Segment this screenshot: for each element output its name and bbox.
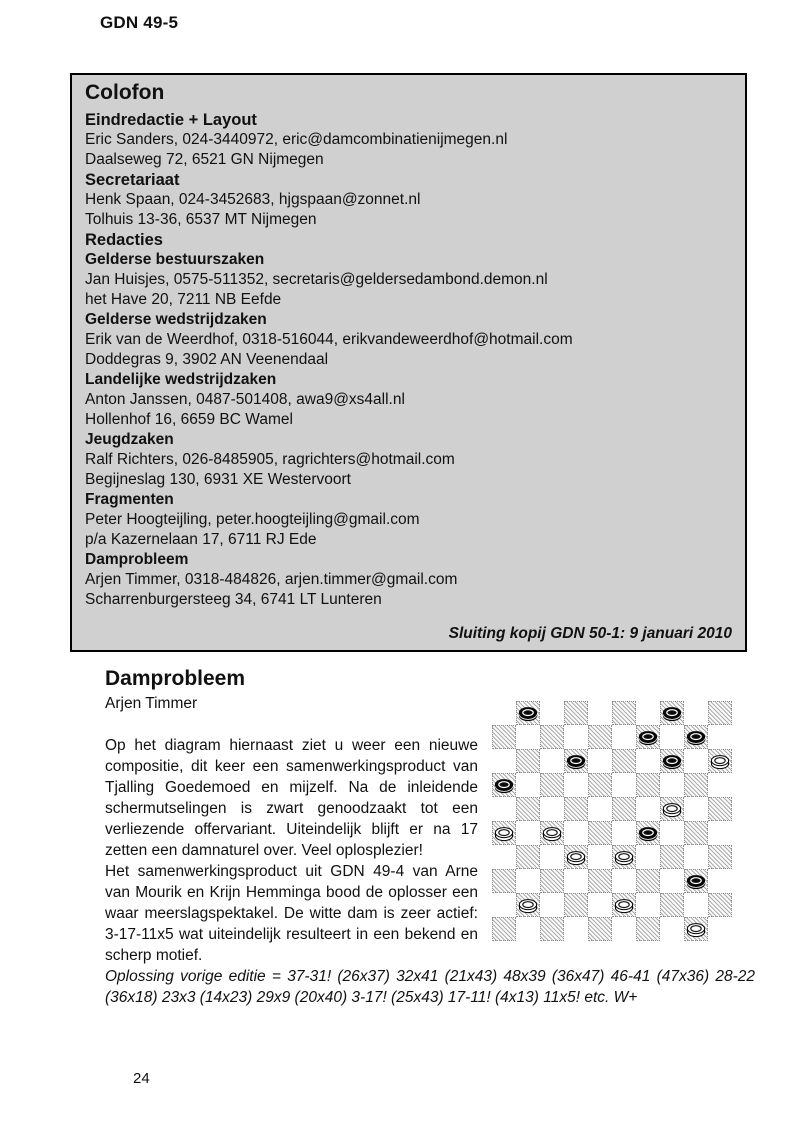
colofon-section-heading: Jeugdzaken xyxy=(85,431,174,448)
board-dark-square xyxy=(564,893,588,917)
board-dark-square xyxy=(636,725,660,749)
board-light-square xyxy=(540,749,564,773)
board-light-square xyxy=(564,725,588,749)
board-light-square xyxy=(540,701,564,725)
white-piece-icon xyxy=(540,821,564,845)
board-light-square xyxy=(588,845,612,869)
article-paragraph: Op het diagram hiernaast ziet u weer een nieuwe compositie, dit keer een samenwerkingsproduct van Tjalling Goedemoed en mijzelf. Na de inleidende schermutselingen is zwart genoodzaakt tot een verliezende offervariant. Uiteindelijk blijft er na 17 zetten een damnaturel over. Veel oplosplezier! xyxy=(105,737,478,859)
board-light-square xyxy=(588,701,612,725)
white-piece-icon xyxy=(612,845,636,869)
board-dark-square xyxy=(588,821,612,845)
white-piece-icon xyxy=(492,821,516,845)
black-piece-icon xyxy=(660,701,684,725)
white-piece-icon xyxy=(660,797,684,821)
board-light-square xyxy=(516,773,540,797)
colofon-text-line: Anton Janssen, 0487-501408, awa9@xs4all.nl xyxy=(85,391,405,408)
colofon-text-line: Jan Huisjes, 0575-511352, secretaris@geldersedambond.demon.nl xyxy=(85,271,548,288)
board-light-square xyxy=(660,773,684,797)
board-dark-square xyxy=(516,893,540,917)
colofon-text-line: Doddegras 9, 3902 AN Veenendaal xyxy=(85,351,329,368)
board-light-square xyxy=(636,893,660,917)
damprobleem-article xyxy=(105,666,755,1008)
board-light-square xyxy=(660,821,684,845)
board-light-square xyxy=(588,749,612,773)
board-dark-square xyxy=(636,821,660,845)
board-dark-square xyxy=(492,725,516,749)
board-light-square xyxy=(684,845,708,869)
board-light-square xyxy=(708,821,732,845)
board-light-square xyxy=(660,869,684,893)
board-dark-square xyxy=(636,917,660,941)
board-dark-square xyxy=(492,869,516,893)
colofon-text-line: Erik van de Weerdhof, 0318-516044, erikvandeweerdhof@hotmail.com xyxy=(85,331,573,348)
colofon-text-line: Tolhuis 13-36, 6537 MT Nijmegen xyxy=(85,211,317,228)
board-light-square xyxy=(636,701,660,725)
article-paragraph: Het samenwerkingsproduct uit GDN 49-4 van Arne van Mourik en Krijn Hemminga bood de oplosser een waar meerslagspektakel. De witte dam is zeer actief: 3-17-11x5 wat uiteindelijk resulteert in een bekend en scherp motief. xyxy=(105,863,478,964)
board-dark-square xyxy=(516,845,540,869)
board-light-square xyxy=(612,725,636,749)
board-light-square xyxy=(612,773,636,797)
board-light-square xyxy=(516,725,540,749)
board-dark-square xyxy=(516,797,540,821)
board-dark-square xyxy=(636,869,660,893)
board-dark-square xyxy=(612,749,636,773)
board-dark-square xyxy=(612,845,636,869)
board-dark-square xyxy=(708,701,732,725)
board-light-square xyxy=(516,869,540,893)
board-light-square xyxy=(540,797,564,821)
colofon-deadline-note: Sluiting kopij GDN 50-1: 9 januari 2010 xyxy=(448,625,732,642)
colofon-title: Colofon xyxy=(85,81,165,104)
board-dark-square xyxy=(588,725,612,749)
draughts-board xyxy=(492,701,732,941)
board-light-square xyxy=(564,821,588,845)
colofon-text-line: het Have 20, 7211 NB Eefde xyxy=(85,291,282,308)
board-light-square xyxy=(708,773,732,797)
board-light-square xyxy=(684,893,708,917)
board-light-square xyxy=(660,917,684,941)
white-piece-icon xyxy=(612,893,636,917)
board-dark-square xyxy=(660,701,684,725)
colofon-text-line: Arjen Timmer, 0318-484826, arjen.timmer@gmail.com xyxy=(85,571,458,588)
board-light-square xyxy=(492,749,516,773)
board-light-square xyxy=(612,821,636,845)
board-light-square xyxy=(708,725,732,749)
page-number: 24 xyxy=(133,1070,150,1087)
board-light-square xyxy=(684,749,708,773)
board-light-square xyxy=(516,821,540,845)
board-light-square xyxy=(492,845,516,869)
board-dark-square xyxy=(588,773,612,797)
colofon-section-heading: Damprobleem xyxy=(85,551,189,568)
white-piece-icon xyxy=(684,917,708,941)
draughts-diagram xyxy=(492,701,732,941)
board-dark-square xyxy=(540,773,564,797)
board-dark-square xyxy=(684,773,708,797)
colofon-section-heading: Eindredactie + Layout xyxy=(85,111,257,129)
black-piece-icon xyxy=(636,725,660,749)
board-dark-square xyxy=(660,749,684,773)
board-light-square xyxy=(636,749,660,773)
board-light-square xyxy=(708,917,732,941)
board-dark-square xyxy=(540,821,564,845)
board-dark-square xyxy=(684,917,708,941)
board-light-square xyxy=(660,725,684,749)
white-piece-icon xyxy=(516,893,540,917)
colofon-box xyxy=(70,73,747,652)
colofon-section-heading: Gelderse wedstrijdzaken xyxy=(85,311,267,328)
colofon-section-heading: Secretariaat xyxy=(85,171,180,189)
colofon-lines xyxy=(85,110,731,610)
black-piece-icon xyxy=(516,701,540,725)
board-light-square xyxy=(564,869,588,893)
colofon-section-heading: Gelderse bestuurszaken xyxy=(85,251,265,268)
board-dark-square xyxy=(708,845,732,869)
board-light-square xyxy=(540,893,564,917)
board-dark-square xyxy=(516,701,540,725)
article-title: Damprobleem xyxy=(105,667,246,690)
board-dark-square xyxy=(660,845,684,869)
white-piece-icon xyxy=(708,749,732,773)
board-dark-square xyxy=(708,893,732,917)
board-dark-square xyxy=(492,773,516,797)
board-dark-square xyxy=(540,725,564,749)
colofon-text-line: Hollenhof 16, 6659 BC Wamel xyxy=(85,411,293,428)
page-header-issue: GDN 49-5 xyxy=(100,13,179,32)
black-piece-icon xyxy=(564,749,588,773)
board-light-square xyxy=(684,797,708,821)
white-piece-icon xyxy=(564,845,588,869)
board-light-square xyxy=(540,845,564,869)
article-paragraph: Oplossing vorige editie = 37-31! (26x37) 32x41 (21x43) 48x39 (36x47) 46-41 (47x36) 28-22 (36x18) 23x3 (14x23) 29x9 (20x40) 3-17! (25x43) 17-11! (4x13) 11x5! etc. W+ xyxy=(105,968,755,1006)
board-light-square xyxy=(492,701,516,725)
board-dark-square xyxy=(564,845,588,869)
colofon-text-line: p/a Kazernelaan 17, 6711 RJ Ede xyxy=(85,531,317,548)
board-dark-square xyxy=(708,797,732,821)
board-dark-square xyxy=(588,869,612,893)
board-light-square xyxy=(588,797,612,821)
black-piece-icon xyxy=(660,749,684,773)
board-light-square xyxy=(612,869,636,893)
board-dark-square xyxy=(612,701,636,725)
board-dark-square xyxy=(516,749,540,773)
colofon-text-line: Henk Spaan, 024-3452683, hjgspaan@zonnet.nl xyxy=(85,191,421,208)
black-piece-icon xyxy=(636,821,660,845)
board-dark-square xyxy=(492,821,516,845)
board-light-square xyxy=(708,869,732,893)
black-piece-icon xyxy=(492,773,516,797)
board-light-square xyxy=(636,845,660,869)
board-dark-square xyxy=(612,797,636,821)
board-light-square xyxy=(564,773,588,797)
black-piece-icon xyxy=(684,725,708,749)
board-dark-square xyxy=(636,773,660,797)
board-dark-square xyxy=(540,869,564,893)
board-dark-square xyxy=(660,797,684,821)
colofon-text-line: Daalseweg 72, 6521 GN Nijmegen xyxy=(85,151,324,168)
board-dark-square xyxy=(708,749,732,773)
colofon-text-line: Scharrenburgersteeg 34, 6741 LT Lunteren xyxy=(85,591,382,608)
board-dark-square xyxy=(684,821,708,845)
board-light-square xyxy=(564,917,588,941)
board-dark-square xyxy=(564,701,588,725)
colofon-section-heading: Redacties xyxy=(85,231,163,249)
board-dark-square xyxy=(684,725,708,749)
article-byline: Arjen Timmer xyxy=(105,695,198,712)
colofon-section-heading: Landelijke wedstrijdzaken xyxy=(85,371,277,388)
board-light-square xyxy=(492,893,516,917)
colofon-text-line: Begijneslag 130, 6931 XE Westervoort xyxy=(85,471,351,488)
board-light-square xyxy=(612,917,636,941)
board-dark-square xyxy=(564,749,588,773)
black-piece-icon xyxy=(684,869,708,893)
board-light-square xyxy=(588,893,612,917)
board-dark-square xyxy=(540,917,564,941)
colofon-text-line: Ralf Richters, 026-8485905, ragrichters@hotmail.com xyxy=(85,451,455,468)
board-dark-square xyxy=(492,917,516,941)
board-light-square xyxy=(636,797,660,821)
board-light-square xyxy=(492,797,516,821)
board-dark-square xyxy=(660,893,684,917)
board-light-square xyxy=(516,917,540,941)
colofon-section-heading: Fragmenten xyxy=(85,491,174,508)
board-light-square xyxy=(684,701,708,725)
board-dark-square xyxy=(588,917,612,941)
board-dark-square xyxy=(612,893,636,917)
colofon-text-line: Eric Sanders, 024-3440972, eric@damcombinatienijmegen.nl xyxy=(85,131,508,148)
board-dark-square xyxy=(684,869,708,893)
colofon-text-line: Peter Hoogteijling, peter.hoogteijling@gmail.com xyxy=(85,511,420,528)
board-dark-square xyxy=(564,797,588,821)
